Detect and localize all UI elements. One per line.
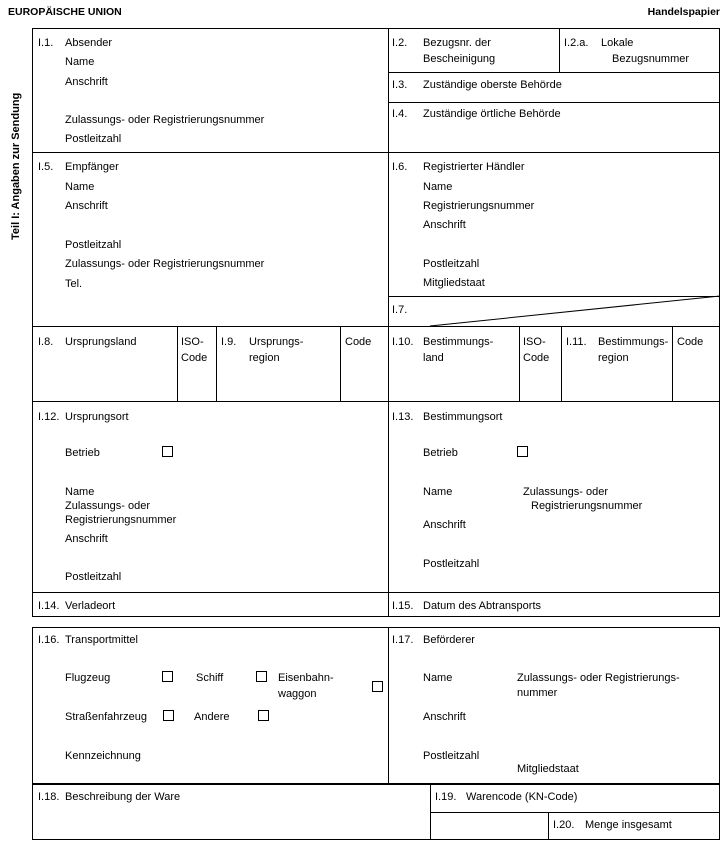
field-i19-number: I.19. [435,791,457,803]
divider-vertical-mid [388,326,389,592]
field-i11-code: Code [677,336,704,348]
field-i1-line-postcode: Postleitzahl [65,133,122,145]
field-i19-title: Warencode (KN-Code) [466,791,578,803]
divider-i3-top [388,72,720,73]
field-i12-line-postcode: Postleitzahl [65,571,122,583]
field-i9-title-line2: region [249,352,280,364]
part-one-side-label: Teil I: Angaben zur Sendung [10,92,22,240]
field-i16-option-plane-label: Flugzeug [65,672,111,684]
field-i18-number: I.18. [38,791,60,803]
field-i4-title: Zuständige örtliche Behörde [423,108,561,120]
divider-row-3 [32,401,720,402]
field-i17-line-reg1: Zulassungs- oder Registrierungs- [517,672,680,684]
divider-i10-i11 [561,326,562,401]
field-i9-number: I.9. [221,336,237,348]
field-i6-title: Registrierter Händler [423,161,525,173]
divider-i4-top [388,102,720,103]
header-right-title: Handelspapier [647,6,720,18]
field-i12-betrieb-label: Betrieb [65,447,100,459]
field-i6-line-regno: Registrierungsnummer [423,200,535,212]
field-i17-title: Beförderer [423,634,475,646]
field-i2-title-line2: Bescheinigung [423,53,496,65]
field-i13-betrieb-checkbox[interactable] [517,446,528,457]
field-i17-line-postcode: Postleitzahl [423,750,480,762]
field-i10-iso-line1: ISO- [523,336,546,348]
field-i13-number: I.13. [392,411,414,423]
field-i17-line-reg2: nummer [517,687,558,699]
field-i8-iso-line1: ISO- [181,336,204,348]
divider-i20-left [548,812,549,840]
field-i1-number: I.1. [38,37,54,49]
divider-i8-iso [177,326,178,401]
field-i9-title-line1: Ursprungs- [249,336,304,348]
field-i2a-number: I.2.a. [564,37,589,49]
field-i17-line-name: Name [423,672,453,684]
divider-vertical-top [388,28,389,152]
field-i15-title: Datum des Abtransports [423,600,542,612]
field-i5-line-postcode: Postleitzahl [65,239,122,251]
field-i16-identification-label: Kennzeichnung [65,750,141,762]
field-i10-title-line1: Bestimmungs- [423,336,494,348]
field-i13-line-reg2: Registrierungsnummer [531,500,643,512]
field-i16-number: I.16. [38,634,60,646]
field-i1-title: Absender [65,37,113,49]
field-i1-line-regno: Zulassungs- oder Registrierungsnummer [65,114,265,126]
field-i3-title: Zuständige oberste Behörde [423,79,562,91]
field-i16-option-rail-label-line1: Eisenbahn- [278,672,334,684]
field-i5-line-name: Name [65,181,95,193]
field-i16-option-rail-checkbox[interactable] [372,681,383,692]
field-i12-number: I.12. [38,411,60,423]
field-i3-number: I.3. [392,79,408,91]
field-i16-option-road-checkbox[interactable] [163,710,174,721]
field-i17-line-address: Anschrift [423,711,466,723]
divider-vertical-i14-i15 [388,592,389,617]
field-i4-number: I.4. [392,108,408,120]
field-i18-title: Beschreibung der Ware [65,791,181,803]
field-i1-line-address: Anschrift [65,76,108,88]
field-i11-title-line1: Bestimmungs- [598,336,669,348]
field-i5-line-regno: Zulassungs- oder Registrierungsnummer [65,258,265,270]
field-i2a-title-line1: Lokale [601,37,634,49]
field-i2-number: I.2. [392,37,408,49]
field-i8-title: Ursprungsland [65,336,137,348]
field-i8-number: I.8. [38,336,54,348]
field-i6-line-address: Anschrift [423,219,466,231]
field-i2a-title-line2: Bezugsnummer [612,53,690,65]
field-i12-line-name: Name [65,486,95,498]
field-i16-option-plane-checkbox[interactable] [162,671,173,682]
field-i13-line-reg1: Zulassungs- oder [523,486,608,498]
field-i17-line-memberstate: Mitgliedstaat [517,763,579,775]
field-i10-number: I.10. [392,336,414,348]
field-i13-line-postcode: Postleitzahl [423,558,480,570]
document-header [8,6,720,22]
divider-i9-code [340,326,341,401]
field-i13-line-address: Anschrift [423,519,466,531]
field-i6-line-name: Name [423,181,453,193]
field-i16-option-road-label: Straßenfahrzeug [65,711,147,723]
field-i14-title: Verladeort [65,600,116,612]
field-i7-number: I.7. [392,304,408,316]
field-i16-option-ship-label: Schiff [196,672,224,684]
divider-row-1 [32,152,720,153]
field-i5-number: I.5. [38,161,54,173]
field-i20-number: I.20. [553,819,575,831]
field-i13-betrieb-label: Betrieb [423,447,458,459]
i7-diagonal-line [388,296,720,326]
field-i10-iso-line2: Code [523,352,550,364]
field-i20-title: Menge insgesamt [585,819,672,831]
divider-i8-i9 [216,326,217,401]
field-i2-title-line1: Bezugsnr. der [423,37,491,49]
field-i16-title: Transportmittel [65,634,138,646]
field-i12-line-reg2: Registrierungsnummer [65,514,177,526]
field-i1-line-name: Name [65,56,95,68]
field-i5-line-tel: Tel. [65,278,83,290]
field-i10-title-line2: land [423,352,444,364]
field-i12-line-address: Anschrift [65,533,108,545]
field-i12-line-reg1: Zulassungs- oder [65,500,150,512]
field-i16-option-ship-checkbox[interactable] [256,671,267,682]
field-i12-betrieb-checkbox[interactable] [162,446,173,457]
field-i12-title: Ursprungsort [65,411,129,423]
field-i16-option-rail-label-line2: waggon [278,688,317,700]
field-i16-option-other-checkbox[interactable] [258,710,269,721]
field-i14-number: I.14. [38,600,60,612]
field-i13-line-name: Name [423,486,453,498]
field-i16-option-other-label: Andere [194,711,230,723]
field-i11-title-line2: region [598,352,629,364]
field-i17-number: I.17. [392,634,414,646]
field-i13-title: Bestimmungsort [423,411,503,423]
divider-i2-i2a [559,28,560,72]
divider-i11-code [672,326,673,401]
divider-vertical-transport [388,627,389,784]
divider-row-2 [32,326,720,327]
field-i5-title: Empfänger [65,161,119,173]
field-i15-number: I.15. [392,600,414,612]
header-left-title: EUROPÄISCHE UNION [8,6,122,18]
field-i11-number: I.11. [566,336,587,348]
field-i6-line-memberstate: Mitgliedstaat [423,277,485,289]
field-i9-code: Code [345,336,372,348]
field-i8-iso-line2: Code [181,352,208,364]
divider-row-4 [32,592,720,593]
field-i6-number: I.6. [392,161,408,173]
field-i5-line-address: Anschrift [65,200,108,212]
field-i6-line-postcode: Postleitzahl [423,258,480,270]
divider-i19-i20 [430,812,720,813]
divider-i10-iso [519,326,520,401]
